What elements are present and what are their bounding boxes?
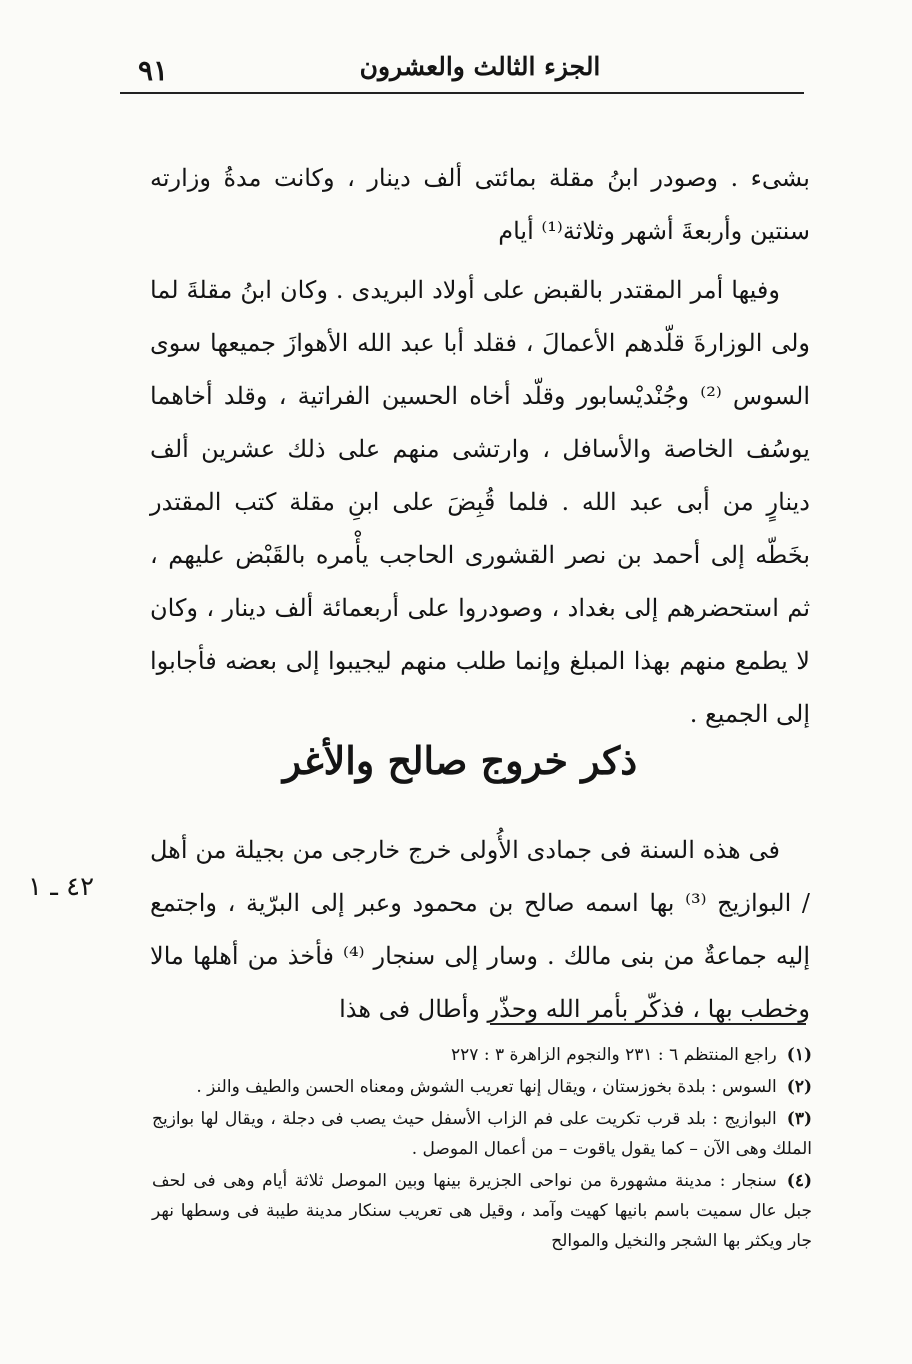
paragraph-2: وفيها أمر المقتدر بالقبض على أولاد البريدى . وكان ابنُ مقلةَ لما ولى الوزارةَ قلّدهم الأعمالَ ، فقلد أبا عبد الله الأهوازَ جميعها سوى السوس ⁽²⁾ وجُنْديْسابور وقلّد أخاه الحسين الفراتية ، وقلد أخاهما يوسُف الخاصة والأسافل ، وارتشى منهم على ذلك عشرين ألف دينارٍ من أبى عبد الله . فلما قُبِضَ على ابنِ مقلة كتب المقتدر بخَطّه إلى أحمد بن نصر القشورى الحاجب يأْمره بالقَبْض عليهم ، ثم استحضرهم إلى بغداد ، وصودروا على أربعمائة ألف دينار ، وكان لا يطمع منهم بهذا المبلغ وإنما طلب منهم ليجيبوا إلى بعضه فأجابوا إلى الجميع . — [150, 276, 811, 728]
footnote-text: سنجار : مدينة مشهورة من نواحى الجزيرة بينها وبين الموصل ثلاثة أيام وهى فى لحف جبل عال سميت باسم بانيها كهيت وآمد ، وقيل هى تعريب سنكار مدينة طيبة فى وسطها نهر جار ويكثر بها الشجر والنخيل والموالح — [152, 1171, 812, 1251]
footnote — [152, 1166, 812, 1256]
footnote-text: السوس : بلدة بخوزستان ، ويقال إنها تعريب الشوش ومعناه الحسن والطيف والنز . — [196, 1077, 777, 1097]
footnote — [152, 1072, 812, 1102]
footnotes — [152, 1040, 812, 1258]
page-number: ٩١ — [138, 54, 169, 87]
footnote-marker: (١) — [786, 1045, 812, 1065]
footnote-marker: (٢) — [786, 1077, 812, 1097]
paragraph-3: فى هذه السنة فى جمادى الأُولى خرج خارجى من بجيلة من أهل / البوازيج ⁽³⁾ بها اسمه صالح بن محمود وعبر إلى البرّية ، واجتمع إليه جماعةٌ من بنى مالك . وسار إلى سنجار ⁽⁴⁾ فأخذ من أهلها مالا وخطب بها ، فذكّر بأمر الله وحذّر وأطال فى هذا — [150, 836, 810, 1023]
footnote-rule — [490, 1023, 806, 1025]
margin-reference: ٤٢ ـ ١ — [28, 872, 95, 902]
footnote-text: راجع المنتظم ٦ : ٢٣١ والنجوم الزاهرة ٣ : ٢٢٧ — [451, 1045, 777, 1065]
footnote — [152, 1040, 812, 1070]
header-rule — [120, 92, 804, 94]
footnote — [152, 1104, 812, 1164]
footnote-marker: (٤) — [786, 1171, 812, 1191]
footnote-marker: (٣) — [786, 1109, 812, 1129]
running-title: الجزء الثالث والعشرون — [359, 52, 601, 81]
paragraph-1: بشىء . وصودر ابنُ مقلة بمائتى ألف دينار ، وكانت مدةُ وزارته سنتين وأربعةَ أشهر وثلاثة⁽¹⁾ أيام — [150, 164, 810, 245]
footnote-text: البوازيج : بلد قرب تكريت على فم الزاب الأسفل حيث يصب فى دجلة ، ويقال لها بوازيج الملك وهى الآن – كما يقول ياقوت – من أعمال الموصل . — [152, 1109, 812, 1159]
section-heading: ذكر خروج صالح والأغر — [282, 738, 638, 783]
